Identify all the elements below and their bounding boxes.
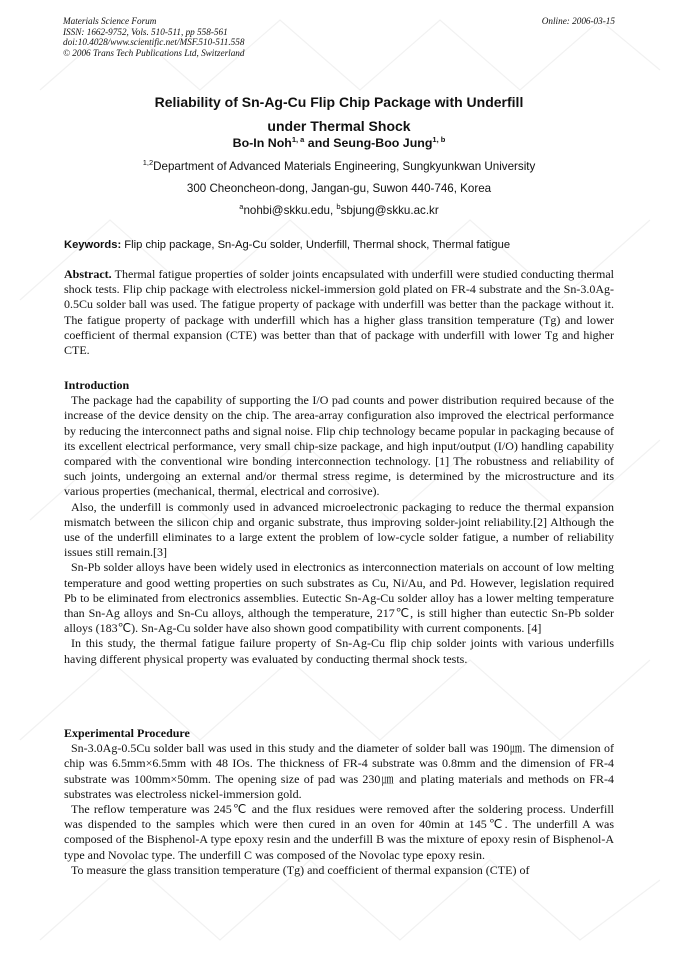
journal-name: Materials Science Forum — [63, 16, 157, 26]
affiliation-dept-line — [40, 160, 638, 173]
online-date: Online: 2006-03-15 — [541, 16, 615, 26]
title-line-1: Reliability of Sn-Ag-Cu Flip Chip Package with Underfill — [154, 94, 524, 110]
abstract-label: Abstract. — [64, 267, 112, 281]
author-list — [40, 136, 638, 150]
email-a[interactable]: nohbi@skku.edu, — [243, 204, 337, 217]
intro-paragraph-3: Sn-Pb solder alloys have been widely used in electronics as interconnection materials on account of low melting temperature and good wetting properties on such substrates as Cu, Ni/Au, and Pd. However, legislation required Pb to be eliminated from electronics assemblies. Eutectic Sn-Ag-Cu solder alloy has a lower melting temperature than Sn-Ag alloys and Sn-Cu alloys, although the temperature, 217℃, is still higher than eutectic Sn-Pb solder alloys (183℃). Sn-Ag-Cu solder have also shown good compatibility with current components. [4] — [64, 560, 614, 636]
intro-paragraph-2: Also, the underfill is commonly used in advanced microelectronic packaging to reduce the thermal expansion mismatch between the silicon chip and organic substrate, thus improving solder-joint reliability.[2] Although the use of the underfill eliminates to a large extent the problem of low-cycle solder fatigue, a number of reliability issues still remain.[3] — [64, 499, 614, 560]
experimental-heading: Experimental Procedure — [64, 726, 190, 740]
journal-header — [63, 16, 615, 58]
paper-title — [40, 90, 638, 138]
exp-paragraph-3: To measure the glass transition temperature (Tg) and coefficient of thermal expansion (CTE) of — [71, 862, 530, 877]
affiliation-dept: Department of Advanced Materials Engineering, Sungkyunkwan University — [153, 160, 536, 173]
issn-line: ISSN: 1662-9752, Vols. 510-511, pp 558-561 — [63, 26, 228, 37]
affiliation-sup: 1,2 — [142, 158, 154, 168]
abstract-text: Thermal fatigue properties of solder joints encapsulated with underfill were studied conducting thermal shock tests. Flip chip package with electroless nickel-immersion gold plated on FR-4 substrate and the Sn-3.0Ag-0.5Cu solder ball was used. The fatigue property of package with underfill was better than the package without it. The fatigue property of package with underfill which has a higher glass transition temperature (Tg) and lower coefficient of thermal expansion (CTE) was better than that of package with underfill with lower Tg and higher CTE. — [64, 267, 614, 358]
affiliation-address: 300 Cheoncheon-dong, Jangan-gu, Suwon 440-746, Korea — [186, 182, 492, 195]
intro-paragraph-4: In this study, the thermal fatigue failure property of Sn-Ag-Cu flip chip solder joints with various underfills having different physical property was evaluated by conducting thermal shock tests. — [64, 636, 614, 666]
keywords-label: Keywords: — [64, 239, 122, 251]
author-1: Bo-In Noh — [232, 136, 292, 150]
experimental-section — [64, 726, 614, 878]
introduction-heading: Introduction — [64, 378, 130, 392]
exp-paragraph-1: Sn-3.0Ag-0.5Cu solder ball was used in this study and the diameter of solder ball was 190㎛. The dimension of chip was 6.5mm×6.5mm with 48 IOs. The thickness of FR-4 substrate was 0.8mm and the dimension of FR-4 substrate was 100mm×50mm. The opening size of pad was 230㎛ and plating materials and methods on FR-4 substrates was electroless nickel-immersion gold. — [64, 741, 614, 801]
doi-line: doi:10.4028/www.scientific.net/MSF.510-511.558 — [63, 37, 245, 48]
author-2-affil: 1, b — [432, 134, 446, 144]
copyright-line: © 2006 Trans Tech Publications Ltd, Switzerland — [63, 47, 245, 58]
author-2: Seung-Boo Jung — [333, 136, 433, 150]
introduction-section — [64, 378, 614, 667]
email-b[interactable]: sbjung@skku.ac.kr — [340, 204, 439, 217]
email-a-sup: a — [239, 202, 244, 212]
abstract — [64, 267, 614, 358]
affiliation-emails — [40, 204, 638, 217]
exp-paragraph-2: The reflow temperature was 245℃ and the flux residues were removed after the soldering process. Underfill was dispended to the samples which were then cured in an oven for 40min at 145℃. The underfill A was composed of the Bisphenol-A type epoxy resin and the underfill B was the mixture of epoxy resin of Bisphenol-A type and Novolac type. The underfill C was composed of the Novolac type epoxy resin. — [64, 802, 614, 862]
title-line-2: under Thermal Shock — [267, 118, 411, 134]
keywords — [64, 239, 618, 251]
keywords-text: Flip chip package, Sn-Ag-Cu solder, Underfill, Thermal shock, Thermal fatigue — [121, 239, 511, 251]
author-1-affil: 1, a — [291, 134, 305, 144]
author-conjunction: and — [304, 136, 334, 150]
intro-paragraph-1: The package had the capability of supporting the I/O pad counts and power distribution required because of the increase of the device density on the chip. The area-array configuration also improved the electrical performance by reducing the interconnect paths and signal noise. Flip chip technology became popular in packaging because of its excellent electrical performance, very small chip-size package, and high input/output (I/O) handling capability compared with the conventional wire bonding interconnection technology. [1] The robustness and reliability of such joints, undergoing an external and/or thermal stress regime, is determined by the microstructure and its various properties (mechanical, thermal, electrical and corrosive). — [64, 393, 614, 499]
email-b-sup: b — [336, 202, 341, 212]
